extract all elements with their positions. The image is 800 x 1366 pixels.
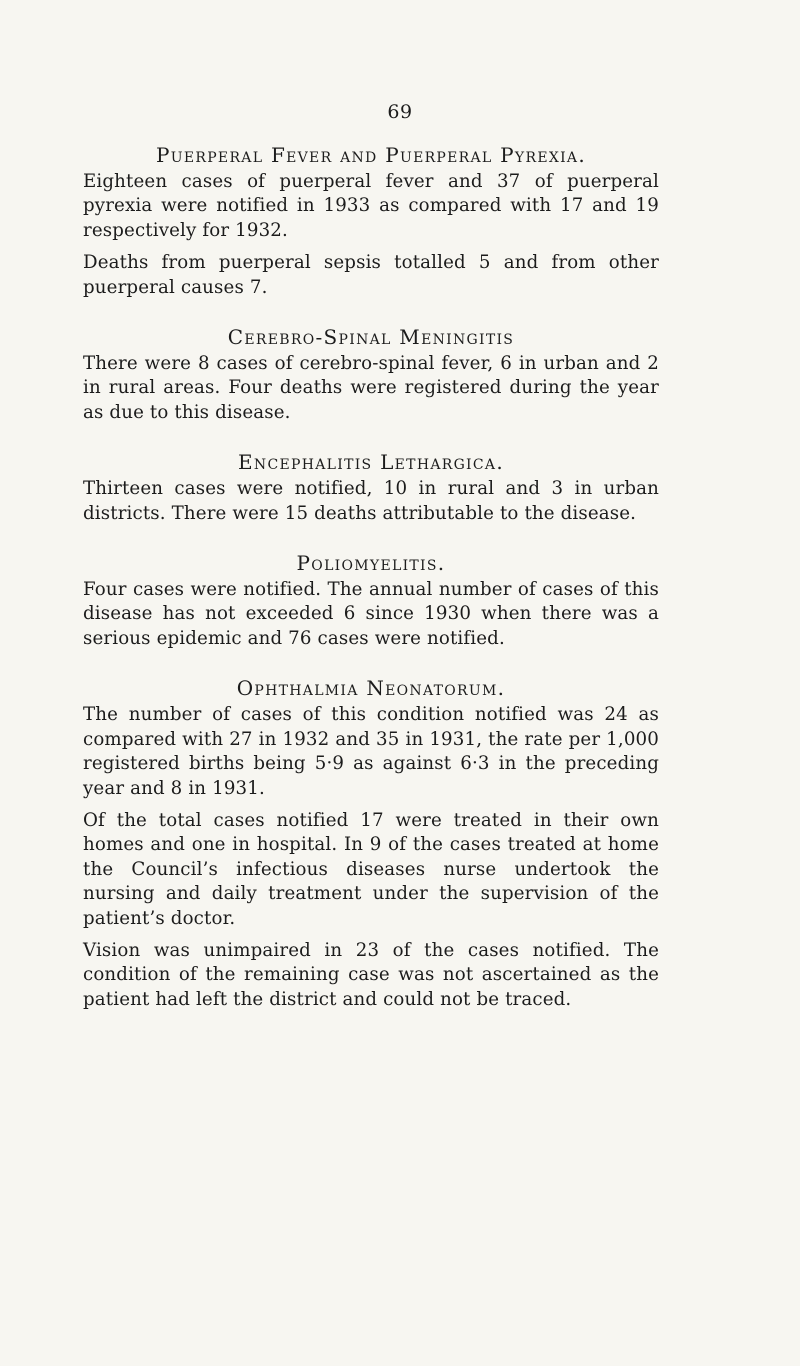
- section-poliomyelitis: [83, 550, 659, 651]
- page-body: [83, 142, 659, 1012]
- section-heading: Cerebro-Spinal Meningitis: [227, 325, 515, 350]
- paragraph: Vision was unimpaired in 23 of the cases notified. The condition of the remaining case was not ascertained as the patient had left the district and could not be traced.: [83, 939, 659, 1010]
- page-number: 69: [387, 101, 413, 123]
- paragraph: Deaths from puerperal sepsis totalled 5 and from other puerperal causes 7.: [83, 252, 659, 298]
- paragraph: There were 8 cases of cerebro-spinal fever, 6 in urban and 2 in rural areas. Four deaths were registered during the year as due to this disease.: [83, 353, 659, 423]
- paragraph: Of the total cases notified 17 were treated in their own homes and one in hospital. In 9 of the cases treated at home the Council’s infectious diseases nurse undertook the nursing and daily treatment under the supervision of the patient’s doctor.: [83, 809, 659, 929]
- paragraph: The number of cases of this condition notified was 24 as compared with 27 in 1932 and 35 in 1931, the rate per 1,000 registered births being 5·9 as against 6·3 in the preceding year and 8 in 1931.: [83, 704, 659, 799]
- section-heading: Ophthalmia Neonatorum.: [236, 676, 506, 701]
- section-heading: Puerperal Fever and Puerperal Pyrexia.: [155, 143, 587, 167]
- paragraph: Thirteen cases were notified, 10 in rural and 3 in urban districts. There were 15 deaths attributable to the disease.: [83, 478, 659, 524]
- section-encephalitis-lethargica: [83, 449, 659, 526]
- section-ophthalmia-neonatorum: [83, 675, 659, 1012]
- section-heading: Encephalitis Lethargica.: [238, 450, 504, 475]
- paragraph: Four cases were notified. The annual number of cases of this disease has not exceeded 6 since 1930 when there was a serious epidemic and 76 cases were notified.: [83, 579, 659, 649]
- section-cerebro-spinal-meningitis: [83, 324, 659, 425]
- section-puerperal-fever: [83, 142, 659, 300]
- section-heading: Poliomyelitis.: [296, 551, 446, 576]
- paragraph: Eighteen cases of puerperal fever and 37 of puerperal pyrexia were notified in 1933 as compared with 17 and 19 respectively for 1932.: [83, 171, 659, 241]
